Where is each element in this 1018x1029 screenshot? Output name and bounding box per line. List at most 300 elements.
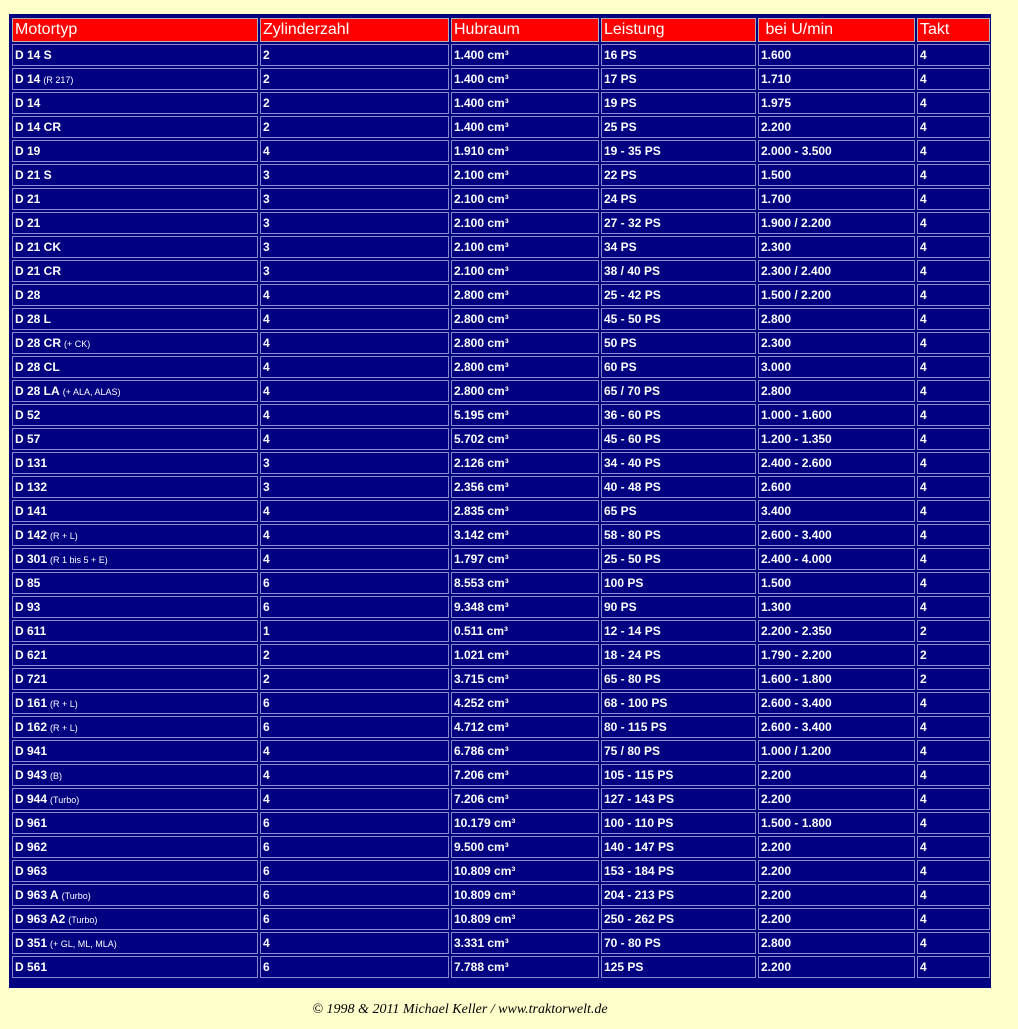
table-row	[12, 836, 990, 858]
table-row	[12, 92, 990, 114]
cell-hubraum: 2.100 cm³	[451, 164, 599, 186]
cell-leistung: 34 PS	[601, 236, 756, 258]
cell-bei-umin: 2.600 - 3.400	[758, 716, 915, 738]
cell-motortyp	[12, 500, 258, 522]
cell-takt: 4	[917, 404, 990, 426]
motortyp-name: D 28	[15, 288, 41, 302]
cell-bei-umin: 3.400	[758, 500, 915, 522]
cell-hubraum: 1.797 cm³	[451, 548, 599, 570]
motortyp-name: D 941	[15, 744, 48, 758]
cell-bei-umin: 1.900 / 2.200	[758, 212, 915, 234]
header-bei-umin: bei U/min	[758, 18, 915, 42]
table-row	[12, 644, 990, 666]
cell-takt: 4	[917, 284, 990, 306]
motortyp-name: D 161	[15, 696, 48, 710]
cell-leistung: 204 - 213 PS	[601, 884, 756, 906]
cell-motortyp	[12, 92, 258, 114]
motortyp-note: (Turbo)	[61, 891, 91, 901]
cell-zylinderzahl: 4	[260, 140, 449, 162]
cell-takt: 4	[917, 812, 990, 834]
motortyp-name: D 351	[15, 936, 48, 950]
cell-leistung: 68 - 100 PS	[601, 692, 756, 714]
cell-leistung: 90 PS	[601, 596, 756, 618]
cell-leistung: 27 - 32 PS	[601, 212, 756, 234]
table-row	[12, 188, 990, 210]
cell-hubraum: 2.800 cm³	[451, 356, 599, 378]
cell-motortyp	[12, 164, 258, 186]
cell-leistung: 25 - 50 PS	[601, 548, 756, 570]
motortyp-name: D 561	[15, 960, 48, 974]
cell-zylinderzahl: 4	[260, 428, 449, 450]
cell-bei-umin: 2.200 - 2.350	[758, 620, 915, 642]
cell-takt: 4	[917, 356, 990, 378]
motortyp-name: D 19	[15, 144, 41, 158]
cell-zylinderzahl: 6	[260, 956, 449, 978]
table-row	[12, 140, 990, 162]
cell-leistung: 38 / 40 PS	[601, 260, 756, 282]
cell-zylinderzahl: 4	[260, 356, 449, 378]
motortyp-note: (+ GL, ML, MLA)	[50, 939, 117, 949]
cell-hubraum: 2.800 cm³	[451, 380, 599, 402]
cell-takt: 4	[917, 548, 990, 570]
table-row	[12, 308, 990, 330]
table-row	[12, 236, 990, 258]
table-header-row	[12, 18, 990, 42]
cell-hubraum: 3.331 cm³	[451, 932, 599, 954]
table-row	[12, 764, 990, 786]
cell-leistung: 24 PS	[601, 188, 756, 210]
motortyp-name: D 28 L	[15, 312, 52, 326]
cell-bei-umin: 2.200	[758, 764, 915, 786]
cell-motortyp	[12, 212, 258, 234]
cell-leistung: 100 - 110 PS	[601, 812, 756, 834]
cell-bei-umin: 1.500	[758, 572, 915, 594]
cell-zylinderzahl: 6	[260, 836, 449, 858]
cell-hubraum: 9.348 cm³	[451, 596, 599, 618]
cell-bei-umin: 2.300 / 2.400	[758, 260, 915, 282]
cell-bei-umin: 2.400 - 4.000	[758, 548, 915, 570]
cell-hubraum: 1.400 cm³	[451, 68, 599, 90]
motortyp-name: D 721	[15, 672, 48, 686]
table-row	[12, 284, 990, 306]
table-row	[12, 356, 990, 378]
cell-takt: 4	[917, 860, 990, 882]
cell-bei-umin: 1.790 - 2.200	[758, 644, 915, 666]
cell-zylinderzahl: 6	[260, 860, 449, 882]
cell-takt: 4	[917, 956, 990, 978]
cell-motortyp	[12, 716, 258, 738]
cell-zylinderzahl: 4	[260, 308, 449, 330]
cell-hubraum: 10.809 cm³	[451, 884, 599, 906]
cell-zylinderzahl: 6	[260, 884, 449, 906]
cell-leistung: 75 / 80 PS	[601, 740, 756, 762]
cell-hubraum: 9.500 cm³	[451, 836, 599, 858]
cell-leistung: 58 - 80 PS	[601, 524, 756, 546]
motortyp-name: D 14 S	[15, 48, 52, 62]
cell-hubraum: 2.800 cm³	[451, 284, 599, 306]
cell-motortyp	[12, 260, 258, 282]
motortyp-name: D 21 CR	[15, 264, 62, 278]
cell-bei-umin: 2.000 - 3.500	[758, 140, 915, 162]
table-row	[12, 332, 990, 354]
cell-takt: 4	[917, 212, 990, 234]
cell-zylinderzahl: 6	[260, 716, 449, 738]
cell-leistung: 16 PS	[601, 44, 756, 66]
cell-bei-umin: 2.200	[758, 788, 915, 810]
footer-copyright: © 1998 & 2011 Michael Keller / www.traktorwelt.de	[312, 1002, 608, 1017]
cell-hubraum: 7.206 cm³	[451, 764, 599, 786]
cell-zylinderzahl: 6	[260, 572, 449, 594]
cell-leistung: 127 - 143 PS	[601, 788, 756, 810]
cell-zylinderzahl: 4	[260, 500, 449, 522]
cell-leistung: 60 PS	[601, 356, 756, 378]
motortyp-note: (+ CK)	[64, 339, 91, 349]
cell-hubraum: 5.702 cm³	[451, 428, 599, 450]
cell-hubraum: 6.786 cm³	[451, 740, 599, 762]
cell-zylinderzahl: 4	[260, 380, 449, 402]
cell-leistung: 50 PS	[601, 332, 756, 354]
table-row	[12, 476, 990, 498]
cell-motortyp	[12, 644, 258, 666]
table-row	[12, 164, 990, 186]
cell-zylinderzahl: 2	[260, 644, 449, 666]
cell-motortyp	[12, 188, 258, 210]
cell-takt: 4	[917, 332, 990, 354]
cell-bei-umin: 2.800	[758, 308, 915, 330]
cell-zylinderzahl: 4	[260, 548, 449, 570]
motortyp-note: (Turbo)	[50, 795, 80, 805]
cell-zylinderzahl: 3	[260, 188, 449, 210]
cell-bei-umin: 2.800	[758, 932, 915, 954]
cell-leistung: 65 / 70 PS	[601, 380, 756, 402]
cell-takt: 4	[917, 452, 990, 474]
cell-bei-umin: 2.200	[758, 836, 915, 858]
cell-bei-umin: 2.600 - 3.400	[758, 692, 915, 714]
cell-bei-umin: 1.500 / 2.200	[758, 284, 915, 306]
cell-hubraum: 5.195 cm³	[451, 404, 599, 426]
table-row	[12, 932, 990, 954]
table-row	[12, 572, 990, 594]
cell-takt: 4	[917, 164, 990, 186]
table-row	[12, 260, 990, 282]
motortyp-name: D 301	[15, 552, 48, 566]
cell-takt: 4	[917, 932, 990, 954]
motortyp-name: D 963	[15, 864, 48, 878]
cell-zylinderzahl: 6	[260, 692, 449, 714]
cell-motortyp	[12, 788, 258, 810]
cell-motortyp	[12, 572, 258, 594]
engine-table	[10, 16, 992, 980]
cell-bei-umin: 1.300	[758, 596, 915, 618]
table-row	[12, 860, 990, 882]
cell-bei-umin: 1.500	[758, 164, 915, 186]
cell-motortyp	[12, 236, 258, 258]
cell-bei-umin: 2.800	[758, 380, 915, 402]
cell-takt: 4	[917, 428, 990, 450]
cell-bei-umin: 1.000 - 1.600	[758, 404, 915, 426]
table-row	[12, 380, 990, 402]
cell-takt: 4	[917, 380, 990, 402]
motortyp-name: D 57	[15, 432, 41, 446]
cell-bei-umin: 2.200	[758, 860, 915, 882]
cell-leistung: 80 - 115 PS	[601, 716, 756, 738]
cell-bei-umin: 2.600	[758, 476, 915, 498]
cell-motortyp	[12, 764, 258, 786]
cell-zylinderzahl: 2	[260, 116, 449, 138]
cell-motortyp	[12, 308, 258, 330]
cell-motortyp	[12, 284, 258, 306]
cell-zylinderzahl: 4	[260, 764, 449, 786]
cell-motortyp	[12, 428, 258, 450]
motortyp-name: D 85	[15, 576, 41, 590]
cell-leistung: 19 PS	[601, 92, 756, 114]
table-row	[12, 68, 990, 90]
cell-hubraum: 2.800 cm³	[451, 332, 599, 354]
cell-takt: 4	[917, 764, 990, 786]
cell-motortyp	[12, 836, 258, 858]
cell-motortyp	[12, 860, 258, 882]
table-row	[12, 548, 990, 570]
cell-zylinderzahl: 3	[260, 212, 449, 234]
cell-takt: 2	[917, 644, 990, 666]
cell-motortyp	[12, 380, 258, 402]
header-hubraum: Hubraum	[451, 18, 599, 42]
cell-hubraum: 2.126 cm³	[451, 452, 599, 474]
table-row	[12, 740, 990, 762]
cell-zylinderzahl: 6	[260, 908, 449, 930]
cell-hubraum: 2.100 cm³	[451, 188, 599, 210]
cell-takt: 4	[917, 524, 990, 546]
cell-takt: 4	[917, 116, 990, 138]
cell-leistung: 250 - 262 PS	[601, 908, 756, 930]
cell-motortyp	[12, 140, 258, 162]
cell-bei-umin: 1.500 - 1.800	[758, 812, 915, 834]
motortyp-note: (R + L)	[50, 699, 78, 709]
cell-motortyp	[12, 452, 258, 474]
cell-leistung: 45 - 50 PS	[601, 308, 756, 330]
cell-leistung: 19 - 35 PS	[601, 140, 756, 162]
cell-motortyp	[12, 68, 258, 90]
cell-leistung: 12 - 14 PS	[601, 620, 756, 642]
table-row	[12, 500, 990, 522]
motortyp-note: (R + L)	[50, 723, 78, 733]
cell-zylinderzahl: 2	[260, 668, 449, 690]
cell-takt: 4	[917, 236, 990, 258]
table-row	[12, 956, 990, 978]
header-leistung: Leistung	[601, 18, 756, 42]
cell-motortyp	[12, 548, 258, 570]
cell-motortyp	[12, 812, 258, 834]
cell-hubraum: 2.835 cm³	[451, 500, 599, 522]
motortyp-name: D 28 CR	[15, 336, 62, 350]
cell-leistung: 140 - 147 PS	[601, 836, 756, 858]
cell-motortyp	[12, 620, 258, 642]
cell-bei-umin: 2.300	[758, 332, 915, 354]
motortyp-name: D 28 LA	[15, 384, 60, 398]
table-row	[12, 884, 990, 906]
table-row	[12, 452, 990, 474]
cell-zylinderzahl: 6	[260, 812, 449, 834]
cell-hubraum: 8.553 cm³	[451, 572, 599, 594]
header-zylinderzahl: Zylinderzahl	[260, 18, 449, 42]
table-row	[12, 620, 990, 642]
motortyp-name: D 21	[15, 216, 41, 230]
table-row	[12, 668, 990, 690]
cell-bei-umin: 2.600 - 3.400	[758, 524, 915, 546]
motortyp-name: D 131	[15, 456, 48, 470]
cell-hubraum: 1.400 cm³	[451, 116, 599, 138]
cell-bei-umin: 2.200	[758, 956, 915, 978]
motortyp-name: D 28 CL	[15, 360, 60, 374]
cell-bei-umin: 1.600 - 1.800	[758, 668, 915, 690]
cell-leistung: 70 - 80 PS	[601, 932, 756, 954]
cell-motortyp	[12, 668, 258, 690]
cell-hubraum: 1.400 cm³	[451, 44, 599, 66]
table-row	[12, 212, 990, 234]
cell-zylinderzahl: 1	[260, 620, 449, 642]
motortyp-name: D 944	[15, 792, 48, 806]
table-row	[12, 428, 990, 450]
cell-zylinderzahl: 4	[260, 332, 449, 354]
cell-hubraum: 4.252 cm³	[451, 692, 599, 714]
cell-hubraum: 3.142 cm³	[451, 524, 599, 546]
cell-zylinderzahl: 3	[260, 164, 449, 186]
cell-bei-umin: 1.200 - 1.350	[758, 428, 915, 450]
cell-takt: 4	[917, 476, 990, 498]
cell-bei-umin: 3.000	[758, 356, 915, 378]
motortyp-name: D 963 A2	[15, 912, 66, 926]
table-row	[12, 716, 990, 738]
motortyp-name: D 142	[15, 528, 48, 542]
cell-zylinderzahl: 4	[260, 788, 449, 810]
cell-leistung: 22 PS	[601, 164, 756, 186]
cell-hubraum: 10.809 cm³	[451, 860, 599, 882]
cell-takt: 4	[917, 692, 990, 714]
motortyp-note: (R 1 bis 5 + E)	[50, 555, 108, 565]
motortyp-name: D 621	[15, 648, 48, 662]
cell-takt: 4	[917, 596, 990, 618]
cell-motortyp	[12, 524, 258, 546]
motortyp-name: D 14	[15, 96, 41, 110]
cell-motortyp	[12, 356, 258, 378]
cell-leistung: 45 - 60 PS	[601, 428, 756, 450]
cell-takt: 4	[917, 68, 990, 90]
cell-zylinderzahl: 6	[260, 596, 449, 618]
table-row	[12, 44, 990, 66]
cell-hubraum: 3.715 cm³	[451, 668, 599, 690]
cell-takt: 4	[917, 260, 990, 282]
motortyp-name: D 963 A	[15, 888, 59, 902]
cell-zylinderzahl: 4	[260, 404, 449, 426]
cell-leistung: 65 - 80 PS	[601, 668, 756, 690]
cell-hubraum: 7.788 cm³	[451, 956, 599, 978]
cell-zylinderzahl: 4	[260, 932, 449, 954]
cell-zylinderzahl: 2	[260, 44, 449, 66]
motortyp-note: (R + L)	[50, 531, 78, 541]
cell-motortyp	[12, 476, 258, 498]
cell-takt: 4	[917, 44, 990, 66]
motortyp-name: D 21 S	[15, 168, 52, 182]
cell-leistung: 153 - 184 PS	[601, 860, 756, 882]
cell-motortyp	[12, 404, 258, 426]
cell-leistung: 25 - 42 PS	[601, 284, 756, 306]
cell-zylinderzahl: 3	[260, 260, 449, 282]
cell-bei-umin: 1.000 / 1.200	[758, 740, 915, 762]
header-motortyp: Motortyp	[12, 18, 258, 42]
cell-hubraum: 2.100 cm³	[451, 236, 599, 258]
cell-takt: 2	[917, 668, 990, 690]
cell-leistung: 65 PS	[601, 500, 756, 522]
cell-bei-umin: 2.300	[758, 236, 915, 258]
cell-takt: 4	[917, 836, 990, 858]
cell-motortyp	[12, 44, 258, 66]
cell-leistung: 40 - 48 PS	[601, 476, 756, 498]
cell-bei-umin: 1.975	[758, 92, 915, 114]
cell-bei-umin: 2.400 - 2.600	[758, 452, 915, 474]
motortyp-name: D 52	[15, 408, 41, 422]
cell-bei-umin: 1.600	[758, 44, 915, 66]
table-row	[12, 788, 990, 810]
motortyp-name: D 21	[15, 192, 41, 206]
table-row	[12, 812, 990, 834]
cell-bei-umin: 2.200	[758, 116, 915, 138]
motortyp-name: D 611	[15, 624, 47, 638]
motortyp-note: (R 217)	[43, 75, 74, 85]
cell-leistung: 34 - 40 PS	[601, 452, 756, 474]
cell-zylinderzahl: 2	[260, 92, 449, 114]
cell-bei-umin: 1.700	[758, 188, 915, 210]
cell-takt: 4	[917, 188, 990, 210]
cell-zylinderzahl: 4	[260, 524, 449, 546]
cell-takt: 4	[917, 716, 990, 738]
cell-takt: 4	[917, 572, 990, 594]
cell-leistung: 18 - 24 PS	[601, 644, 756, 666]
cell-takt: 4	[917, 308, 990, 330]
cell-takt: 4	[917, 740, 990, 762]
motortyp-name: D 141	[15, 504, 48, 518]
motortyp-note: (+ ALA, ALAS)	[62, 387, 121, 397]
motortyp-name: D 962	[15, 840, 48, 854]
table-row	[12, 692, 990, 714]
engine-table-container	[9, 14, 991, 988]
cell-motortyp	[12, 908, 258, 930]
cell-motortyp	[12, 332, 258, 354]
cell-takt: 4	[917, 908, 990, 930]
motortyp-name: D 132	[15, 480, 48, 494]
cell-motortyp	[12, 932, 258, 954]
cell-hubraum: 10.809 cm³	[451, 908, 599, 930]
cell-takt: 4	[917, 140, 990, 162]
cell-leistung: 125 PS	[601, 956, 756, 978]
cell-motortyp	[12, 956, 258, 978]
cell-hubraum: 1.400 cm³	[451, 92, 599, 114]
cell-zylinderzahl: 4	[260, 284, 449, 306]
cell-hubraum: 10.179 cm³	[451, 812, 599, 834]
cell-hubraum: 4.712 cm³	[451, 716, 599, 738]
cell-takt: 2	[917, 620, 990, 642]
cell-leistung: 36 - 60 PS	[601, 404, 756, 426]
table-row	[12, 404, 990, 426]
motortyp-name: D 93	[15, 600, 41, 614]
cell-motortyp	[12, 740, 258, 762]
cell-takt: 4	[917, 92, 990, 114]
cell-hubraum: 2.800 cm³	[451, 308, 599, 330]
motortyp-name: D 943	[15, 768, 48, 782]
table-row	[12, 596, 990, 618]
cell-takt: 4	[917, 500, 990, 522]
cell-takt: 4	[917, 788, 990, 810]
cell-zylinderzahl: 4	[260, 740, 449, 762]
